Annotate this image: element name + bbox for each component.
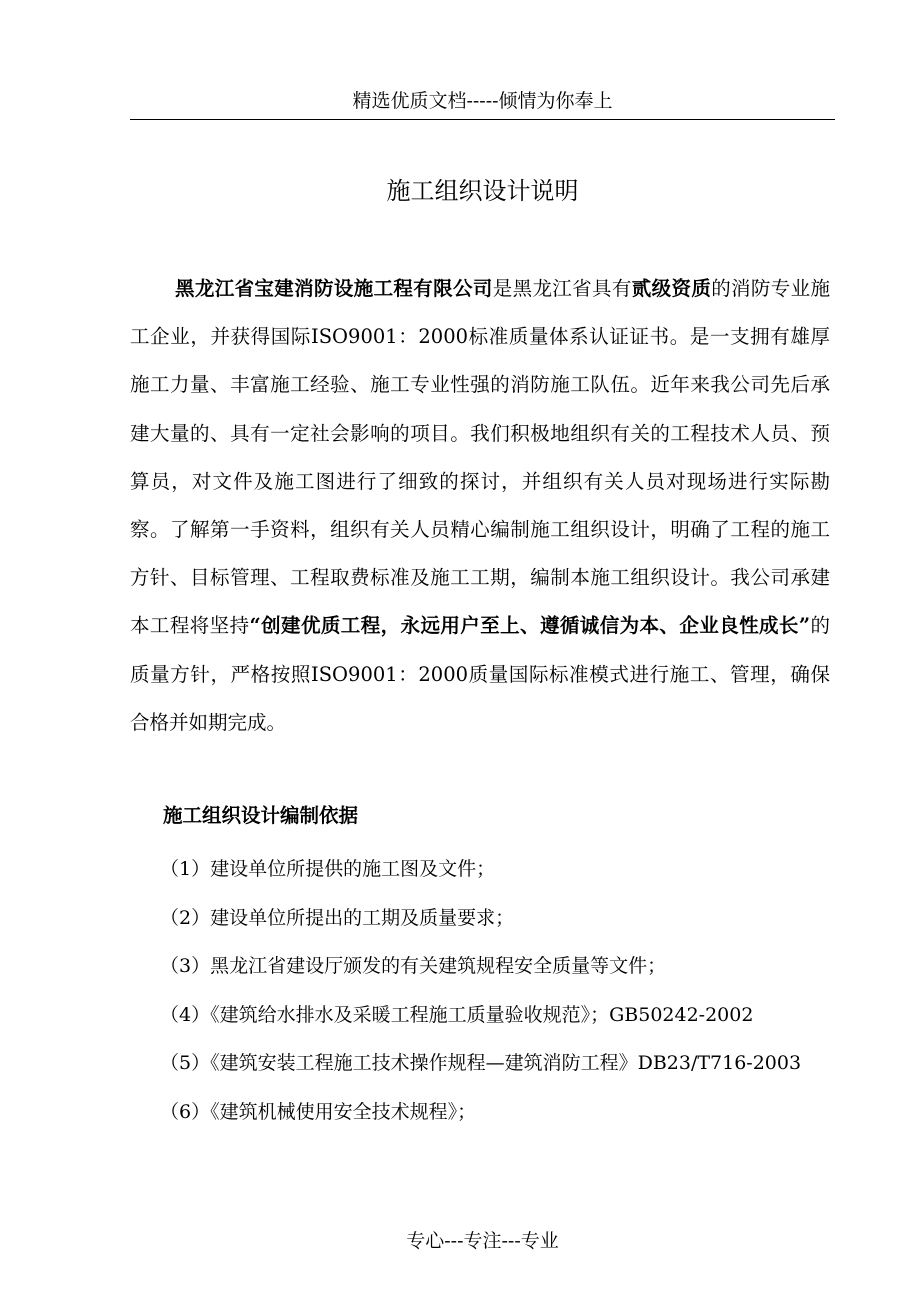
list-item: （4）《建筑给水排水及采暖工程施工质量验收规范》；GB50242-2002 — [160, 1003, 754, 1026]
page-footer: 专心---专注---专业 — [406, 1230, 559, 1252]
intro-paragraph — [130, 265, 830, 747]
list-item: （6）《建筑机械使用安全技术规程》； — [160, 1100, 477, 1123]
page-header: 精选优质文档-----倾情为你奉上 — [130, 88, 835, 120]
list-item: （5）《建筑安装工程施工技术操作规程—建筑消防工程》DB23/T716-2003 — [160, 1052, 802, 1074]
intro-text-2: 的消防专业施工企业，并获得国际ISO9001：2000标准质量体系认证证书。是一支拥有雄厚施工力量、丰富施工经验、施工专业性强的消防施工队伍。近年来我公司先后承建大量的、具有一定社会影响的项目。我们积极地组织有关的工程技术人员、预算员，对文件及施工图进行了细致的探讨，并组织有关人员对现场进行实际勘察。了解第一手资料，组织有关人员精心编制施工组织设计，明确了工程的施工方针、目标管理、工程取费标准及施工工期，编制本施工组织设计。我公司承建本工程将坚持 — [130, 277, 830, 638]
basis-heading: 施工组织设计编制依据 — [163, 804, 359, 827]
document-title: 施工组织设计说明 — [386, 177, 579, 205]
company-name: 黑龙江省宝建消防设施工程有限公司 — [175, 277, 493, 300]
quality-policy: “创建优质工程，永远用户至上、遵循诚信为本、企业良性成长” — [249, 614, 811, 638]
list-item: （3）黑龙江省建设厅颁发的有关建筑规程安全质量等文件； — [160, 955, 667, 977]
list-item: （1）建设单位所提供的施工图及文件； — [160, 858, 496, 880]
intro-text-1: 是黑龙江省具有 — [492, 277, 632, 300]
qualification-level: 贰级资质 — [631, 277, 712, 300]
intro-text-3: 的质量方针，严格按照ISO9001：2000质量国际标准模式进行施工、管理，确保合格并如期完成。 — [130, 614, 830, 734]
list-item: （2）建设单位所提出的工期及质量要求； — [160, 906, 515, 929]
basis-list — [130, 845, 830, 1136]
